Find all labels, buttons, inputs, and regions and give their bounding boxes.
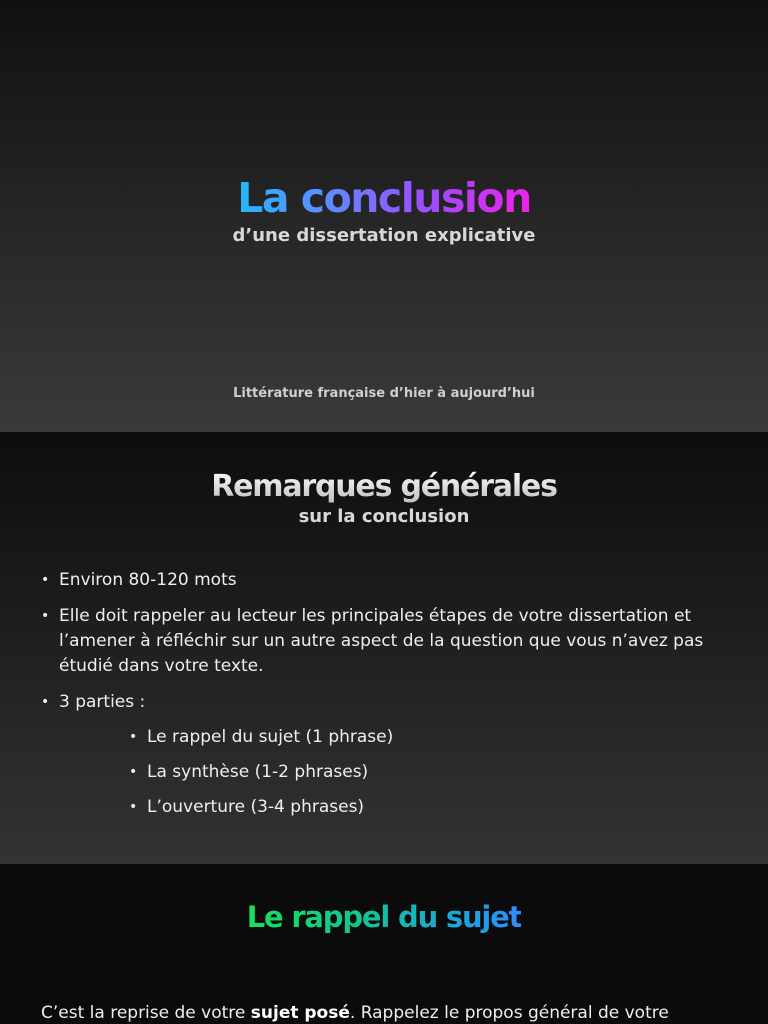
bullet-item: • Elle doit rappeler au lecteur les principales étapes de votre dissertation et l’amener à réfléchir sur un autre aspect de la question que vous n’avez pas étudié dans votre texte. — [40, 604, 740, 679]
remarks-subtitle: sur la conclusion — [298, 506, 470, 527]
rappel-title: Le rappel du sujet — [246, 900, 522, 934]
rappel-paragraph: C’est la reprise de votre sujet posé. Rappelez le propos général de votre — [41, 1003, 669, 1023]
sub-bullet-item: • L’ouverture (3-4 phrases) — [128, 795, 740, 820]
bold-term: sujet posé — [250, 1003, 350, 1023]
remarks-title: Remarques générales — [211, 469, 557, 504]
title-slide — [0, 0, 768, 432]
sub-bullet-list — [128, 725, 740, 820]
slide-title: La conclusion — [237, 174, 531, 222]
slide-subtitle: d’une dissertation explicative — [232, 225, 536, 246]
bullet-item: • Environ 80-120 mots — [40, 568, 740, 593]
course-name: Littérature française d’hier à aujourd’hui — [233, 386, 535, 401]
sub-bullet-item: • La synthèse (1-2 phrases) — [128, 760, 740, 785]
rappel-slide — [0, 864, 768, 1024]
remarks-slide — [0, 432, 768, 864]
sub-bullet-item: • Le rappel du sujet (1 phrase) — [128, 725, 740, 750]
bullet-item: • 3 parties : • Le rappel du sujet (1 phrase) • La synthèse (1-2 phrases) • L’ouverture (3-4 phrases) — [40, 690, 740, 820]
bullet-list — [40, 568, 740, 831]
